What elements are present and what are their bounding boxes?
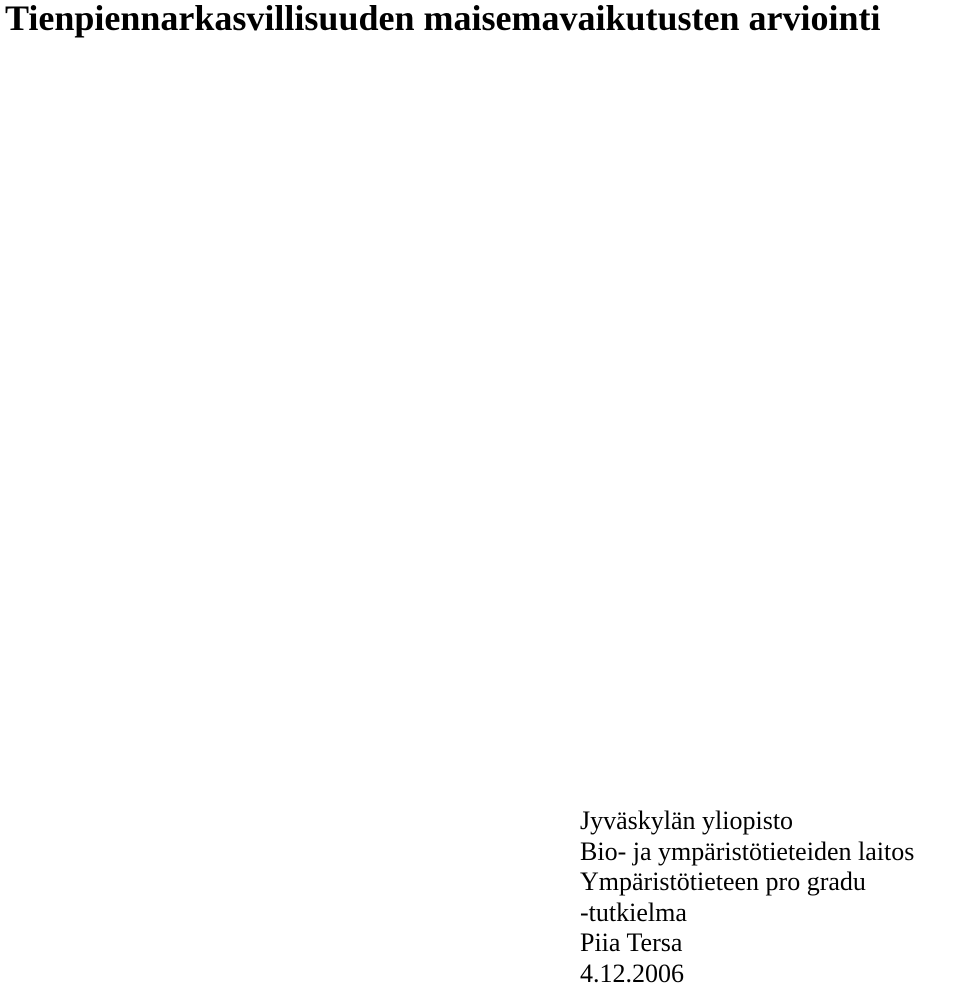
author-info-block xyxy=(580,806,914,990)
thesis-type: Ympäristötieteen pro gradu xyxy=(580,867,866,897)
department-name: Bio- ja ympäristötieteiden laitos xyxy=(580,836,915,866)
author-name: Piia Tersa xyxy=(580,928,683,958)
university-name: Jyväskylän yliopisto xyxy=(580,806,794,835)
document-date: 4.12.2006 xyxy=(580,958,684,988)
thesis-type-continued: -tutkielma xyxy=(580,897,687,927)
document-title: Tienpiennarkasvillisuuden maisemavaikutusten arviointi xyxy=(5,0,881,38)
